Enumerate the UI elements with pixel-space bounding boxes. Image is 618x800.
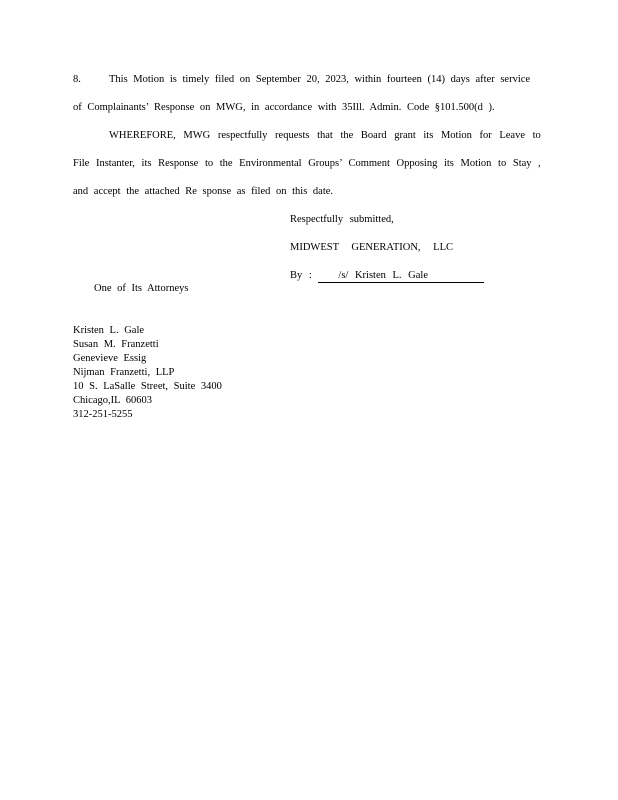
wherefore-line-3: and accept the attached Re sponse as filed on this date. bbox=[73, 186, 334, 197]
wherefore-line-1: WHEREFORE, MWG respectfully requests that the Board grant its Motion for Leave to bbox=[109, 130, 541, 141]
signature-closing: Respectfully submitted, bbox=[290, 214, 394, 225]
paragraph-8-line-1 bbox=[73, 73, 530, 86]
signature-by-label: By : bbox=[290, 270, 312, 281]
attorney-line: Genevieve Essig bbox=[73, 353, 147, 364]
address-line: 10 S. LaSalle Street, Suite 3400 bbox=[73, 381, 222, 392]
paragraph-8-line-2: of Complainants’ Response on MWG, in accordance with 35Ill. Admin. Code §101.500(d ). bbox=[73, 102, 495, 113]
signature-line bbox=[290, 269, 484, 283]
attorney-line: Kristen L. Gale bbox=[73, 325, 145, 336]
firm-name-line: Nijman Franzetti, LLP bbox=[73, 367, 175, 378]
city-line: Chicago,IL 60603 bbox=[73, 395, 153, 406]
signature-role: One of Its Attorneys bbox=[94, 283, 189, 294]
paragraph-number: 8. bbox=[73, 74, 81, 85]
phone-line: 312-251-5255 bbox=[73, 409, 133, 420]
attorney-line: Susan M. Franzetti bbox=[73, 339, 159, 350]
signature-company: MIDWEST GENERATION, LLC bbox=[290, 242, 454, 253]
paragraph-8-text-1: This Motion is timely filed on September 20, 2023, within fourteen (14) days after service bbox=[109, 74, 531, 85]
wherefore-line-2: File Instanter, its Response to the Environmental Groups’ Comment Opposing its Motion to Stay , bbox=[73, 158, 541, 169]
attorney-contact-block bbox=[73, 324, 222, 422]
signature-signed-name: /s/ Kristen L. Gale bbox=[318, 270, 484, 283]
